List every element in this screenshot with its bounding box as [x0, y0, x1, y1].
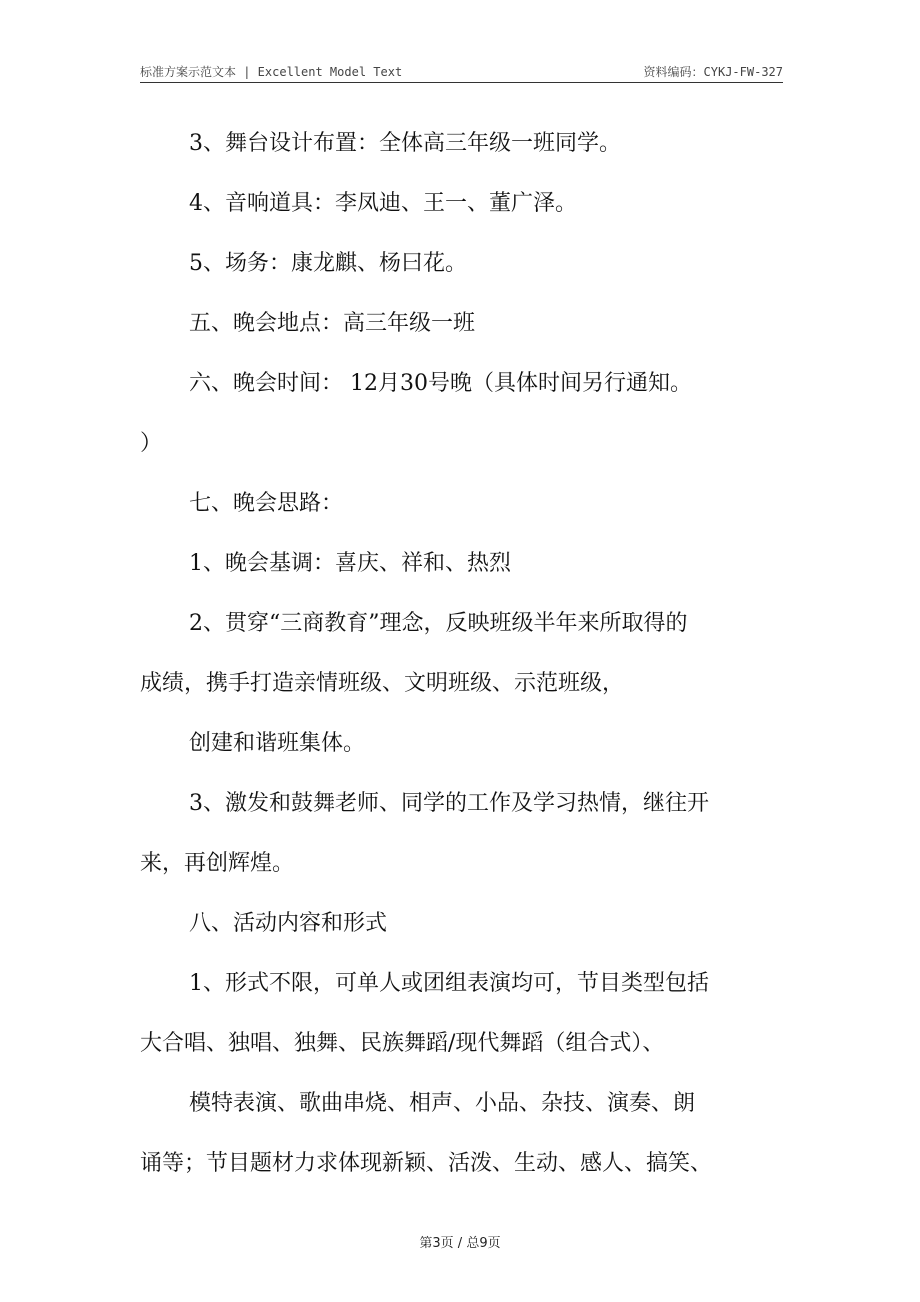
- paragraph-line: 1、晚会基调：喜庆、祥和、热烈: [189, 551, 511, 576]
- paragraph-line: 成绩，携手打造亲情班级、文明班级、示范班级，: [140, 671, 625, 696]
- paragraph-line: 4、音响道具：李凤迪、王一、董广泽。: [189, 191, 577, 216]
- paragraph-line: 诵等；节目题材力求体现新颖、活泼、生动、感人、搞笑、: [140, 1151, 713, 1176]
- paragraph-line: ）: [140, 431, 163, 456]
- section-heading: 八、活动内容和形式: [189, 911, 388, 936]
- header-doc-code: 资料编码：CYKJ-FW-327: [643, 65, 783, 79]
- paragraph-line: 大合唱、独唱、独舞、民族舞蹈/现代舞蹈（组合式）、: [140, 1031, 665, 1056]
- section-heading: 五、晚会地点：高三年级一班: [189, 311, 476, 336]
- page-header: [140, 62, 783, 83]
- paragraph-line: 3、舞台设计布置：全体高三年级一班同学。: [189, 131, 621, 156]
- section-heading: 七、晚会思路：: [189, 491, 344, 516]
- paragraph-line: 1、形式不限，可单人或团组表演均可，节目类型包括: [189, 971, 709, 996]
- page-footer: [0, 1232, 920, 1251]
- paragraph-line: 来，再创辉煌。: [140, 851, 295, 876]
- document-body: [140, 114, 784, 1194]
- paragraph-line: 3、激发和鼓舞老师、同学的工作及学习热情，继往开: [189, 791, 709, 816]
- paragraph-line: 创建和谐班集体。: [189, 731, 366, 756]
- paragraph-line: 2、贯穿“三商教育”理念，反映班级半年来所取得的: [189, 611, 688, 636]
- header-title: 标准方案示范文本 | Excellent Model Text: [140, 65, 403, 79]
- paragraph-line: 模特表演、歌曲串烧、相声、小品、杂技、演奏、朗: [189, 1091, 696, 1116]
- page-number: 第3页 / 总9页: [419, 1236, 501, 1251]
- paragraph-line: 5、场务：康龙麒、杨曰花。: [189, 251, 467, 276]
- section-heading: 六、晚会时间： 12月30号晚（具体时间另行通知。: [189, 371, 692, 396]
